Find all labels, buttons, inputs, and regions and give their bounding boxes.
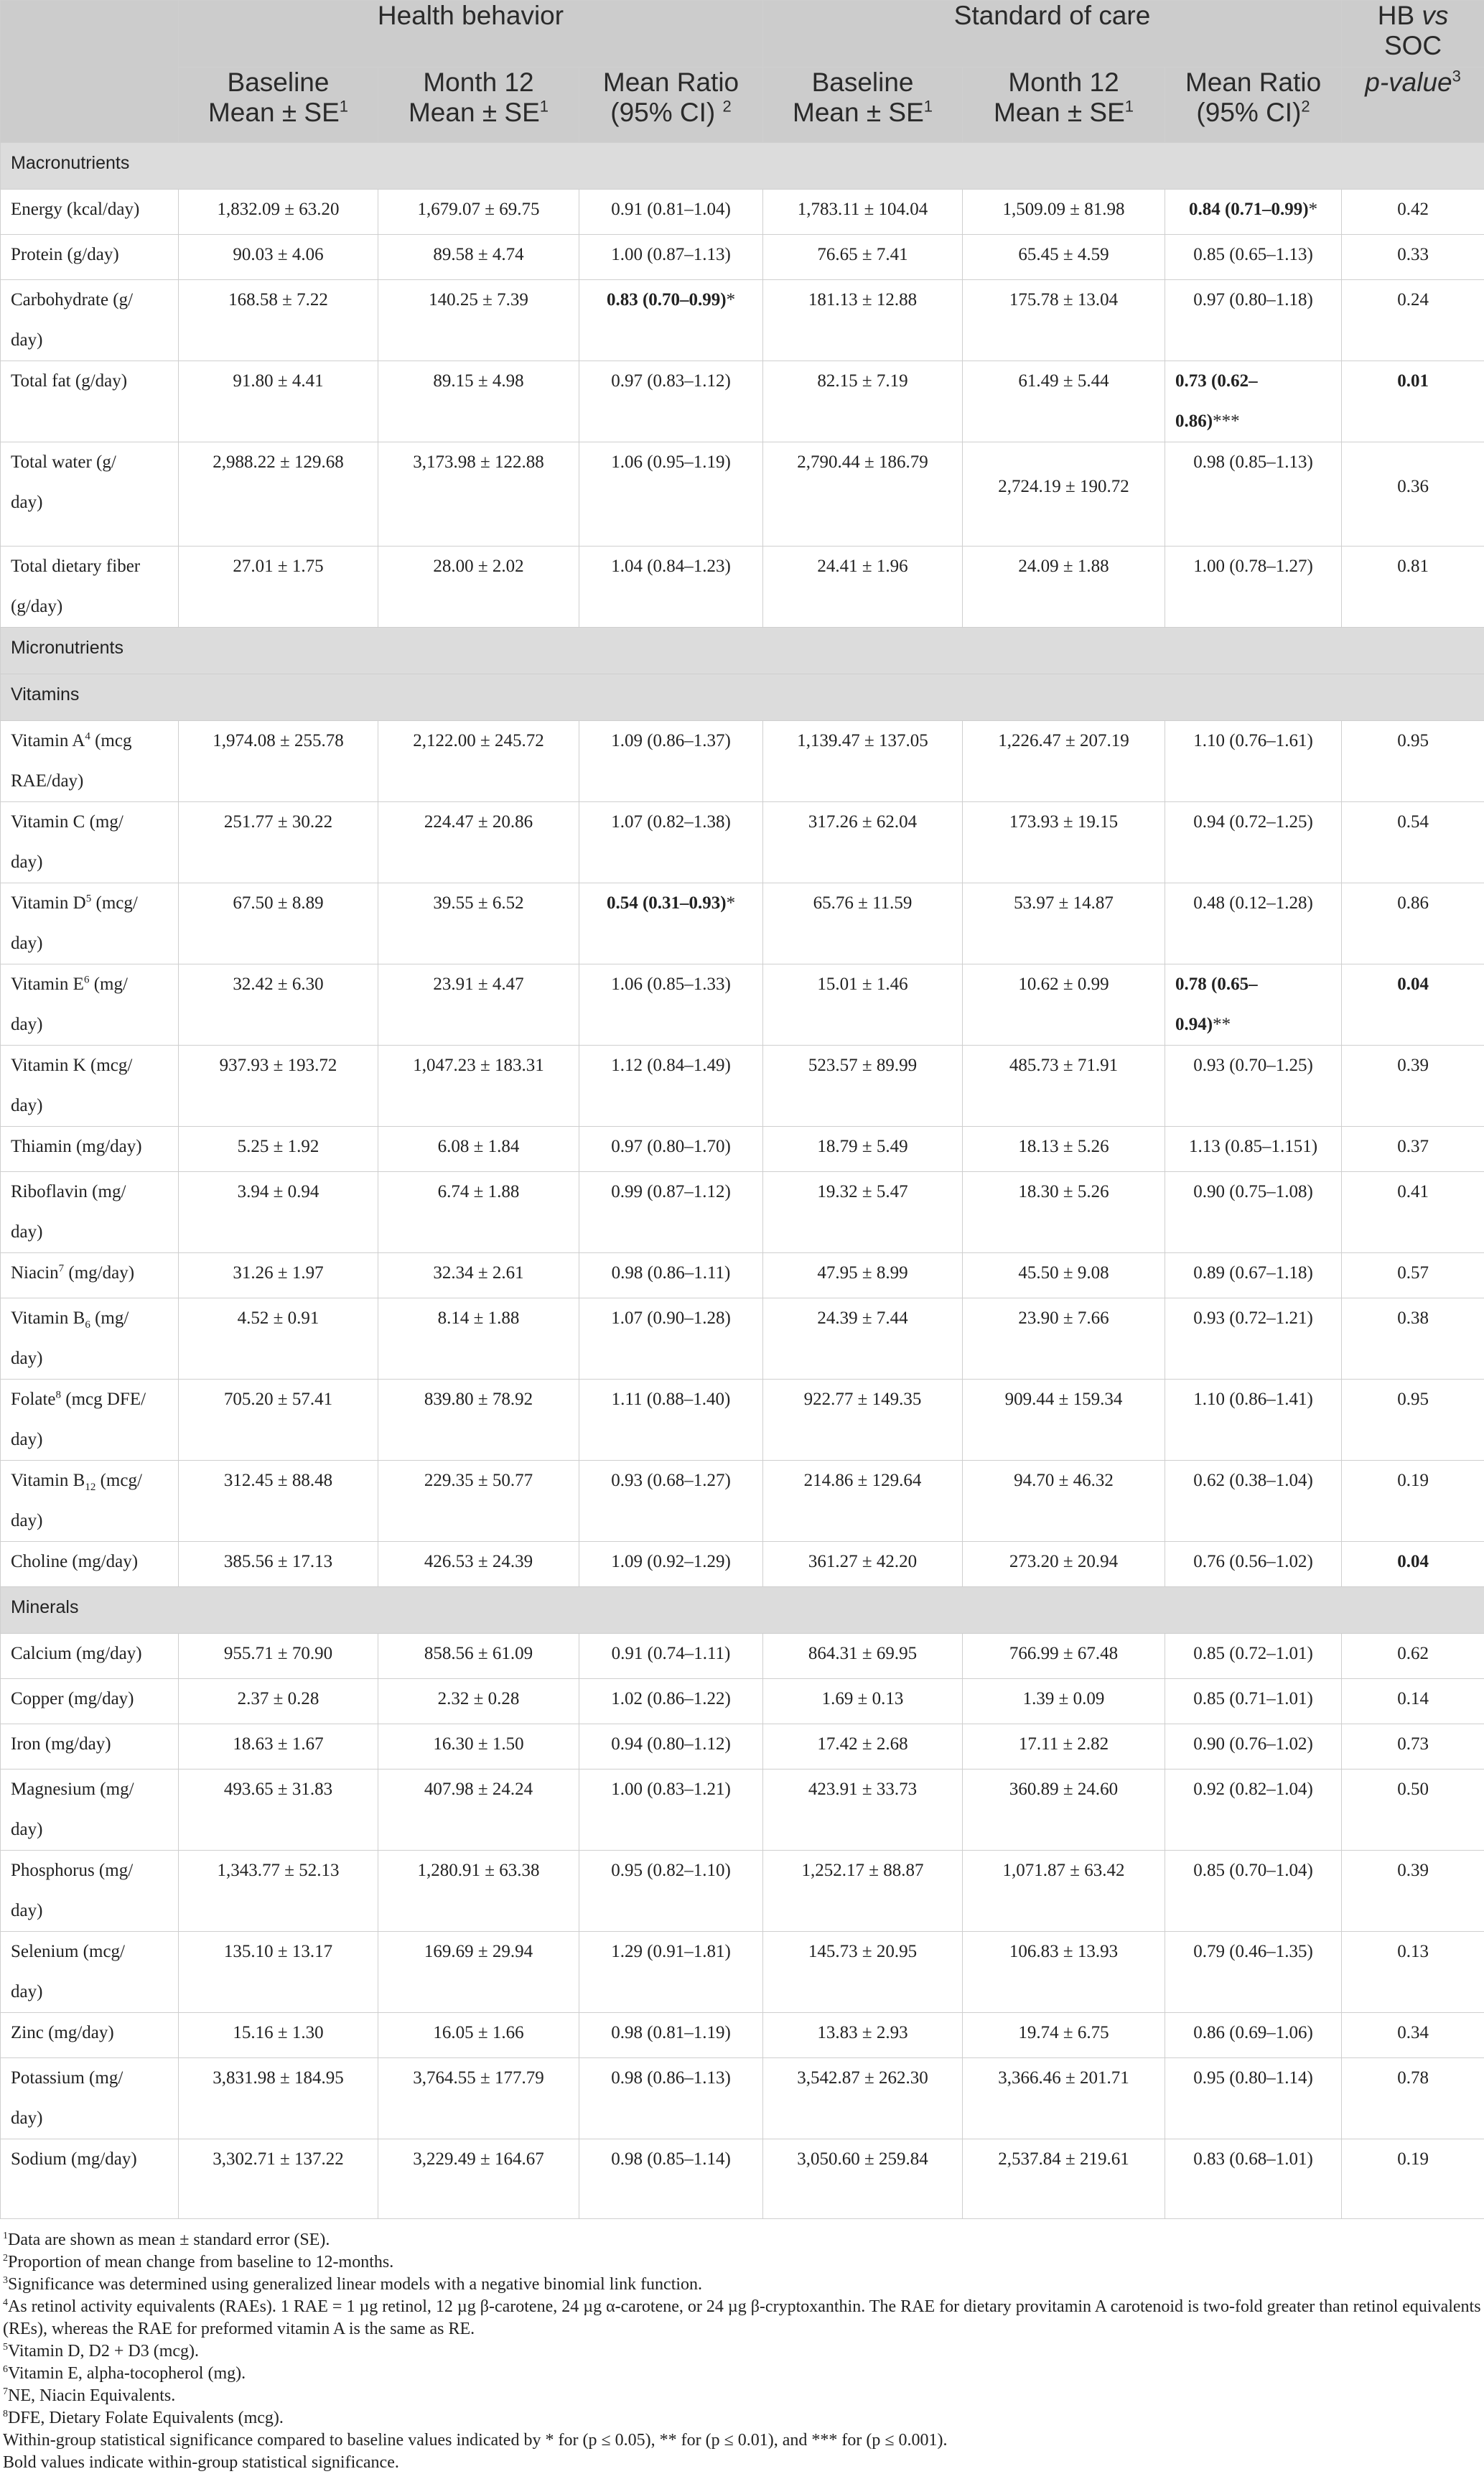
cell-p-value: 0.42 (1342, 190, 1484, 235)
table-row (1, 1298, 1484, 1380)
cell-p-value: 0.39 (1342, 1046, 1484, 1127)
cell-soc-month12: 106.83 ± 13.93 (963, 1932, 1165, 2013)
cell-soc-ratio: 0.85 (0.70–1.04) (1165, 1851, 1342, 1932)
cell-p-value: 0.41 (1342, 1172, 1484, 1253)
cell-soc-ratio: 0.97 (0.80–1.18) (1165, 280, 1342, 361)
cell-soc-ratio: 0.83 (0.68–1.01) (1165, 2139, 1342, 2219)
cell-hb-ratio: 1.12 (0.84–1.49) (579, 1046, 763, 1127)
row-label: Copper (mg/day) (1, 1679, 179, 1724)
table-row (1, 802, 1484, 883)
cell-hb-baseline: 2.37 ± 0.28 (179, 1679, 378, 1724)
cell-hb-ratio: 1.07 (0.82–1.38) (579, 802, 763, 883)
significance-marker: * (727, 893, 736, 913)
cell-soc-ratio: 0.85 (0.72–1.01) (1165, 1634, 1342, 1679)
cell-soc-month12: 53.97 ± 14.87 (963, 883, 1165, 964)
cell-p-value: 0.86 (1342, 883, 1484, 964)
cell-p-value: 0.37 (1342, 1127, 1484, 1172)
cell-hb-baseline: 2,988.22 ± 129.68 (179, 442, 378, 547)
cell-hb-baseline: 251.77 ± 30.22 (179, 802, 378, 883)
row-label: Thiamin (mg/day) (1, 1127, 179, 1172)
cell-hb-month12: 858.56 ± 61.09 (378, 1634, 579, 1679)
cell-hb-ratio: 0.95 (0.82–1.10) (579, 1851, 763, 1932)
header-blank-cell (1, 1, 179, 143)
table-row (1, 1851, 1484, 1932)
header-health-behavior: Health behavior (179, 1, 763, 68)
cell-p-value: 0.39 (1342, 1851, 1484, 1932)
cell-soc-month12: 485.73 ± 71.91 (963, 1046, 1165, 1127)
cell-soc-ratio: 0.89 (0.67–1.18) (1165, 1253, 1342, 1298)
cell-hb-ratio: 0.93 (0.68–1.27) (579, 1461, 763, 1542)
table-row (1, 2058, 1484, 2139)
row-label: Vitamin $D^5$ (mcg/ day) (1, 883, 179, 964)
cell-p-value: 0.50 (1342, 1770, 1484, 1851)
footnote: $^3$Significance was determined using generalized linear models with a negative binomial link function. (3, 2274, 1481, 2296)
cell-hb-month12: 1,679.07 ± 69.75 (378, 190, 579, 235)
cell-hb-month12: 16.05 ± 1.66 (378, 2013, 579, 2058)
cell-hb-ratio: 1.11 (0.88–1.40) (579, 1380, 763, 1461)
header-hb-mean-ratio: Mean Ratio (95% CI) $^2$ (579, 68, 763, 143)
cell-hb-ratio: 0.98 (0.81–1.19) (579, 2013, 763, 2058)
cell-soc-month12: 909.44 ± 159.34 (963, 1380, 1165, 1461)
cell-soc-baseline: 19.32 ± 5.47 (763, 1172, 963, 1253)
significance-marker: ** (1213, 1015, 1231, 1034)
cell-soc-ratio: 0.92 (0.82–1.04) (1165, 1770, 1342, 1851)
table-row (1, 1542, 1484, 1587)
cell-hb-baseline: 493.65 ± 31.83 (179, 1770, 378, 1851)
cell-soc-baseline: 82.15 ± 7.19 (763, 361, 963, 442)
cell-soc-baseline: 361.27 ± 42.20 (763, 1542, 963, 1587)
cell-hb-baseline: 1,832.09 ± 63.20 (179, 190, 378, 235)
significant-value-cont: 0.94) (1175, 1015, 1213, 1034)
row-label: Selenium (mcg/ day) (1, 1932, 179, 2013)
header-soc-baseline: Baseline Mean ± $SE^1$ (763, 68, 963, 143)
table-row (1, 2013, 1484, 2058)
table-row (1, 361, 1484, 442)
table-row (1, 190, 1484, 235)
cell-hb-ratio: 0.99 (0.87–1.12) (579, 1172, 763, 1253)
cell-soc-baseline: 3,542.87 ± 262.30 (763, 2058, 963, 2139)
cell-soc-month12: 18.30 ± 5.26 (963, 1172, 1165, 1253)
table-row (1, 1461, 1484, 1542)
table-row (1, 1380, 1484, 1461)
cell-soc-ratio: 1.10 (0.86–1.41) (1165, 1380, 1342, 1461)
significant-value: 0.84 (0.71–0.99) (1189, 200, 1309, 219)
cell-soc-baseline: 3,050.60 ± 259.84 (763, 2139, 963, 2219)
cell-hb-month12: 89.15 ± 4.98 (378, 361, 579, 442)
cell-p-value: 0.62 (1342, 1634, 1484, 1679)
footnote: $^1$Data are shown as mean ± standard error (SE). (3, 2229, 1481, 2251)
cell-hb-ratio: 1.02 (0.86–1.22) (579, 1679, 763, 1724)
row-label: Vitamin $B_6$ (mg/ day) (1, 1298, 179, 1380)
cell-soc-baseline: 24.41 ± 1.96 (763, 547, 963, 628)
header-row-columns (1, 68, 1484, 143)
cell-hb-ratio: 1.09 (0.86–1.37) (579, 721, 763, 802)
cell-p-value: 0.34 (1342, 2013, 1484, 2058)
cell-hb-ratio (579, 883, 763, 964)
row-label: Vitamin $A^4$ (mcg RAE/day) (1, 721, 179, 802)
cell-soc-ratio: 0.48 (0.12–1.28) (1165, 883, 1342, 964)
cell-soc-baseline: 15.01 ± 1.46 (763, 964, 963, 1046)
cell-hb-month12: 3,229.49 ± 164.67 (378, 2139, 579, 2219)
row-label: Folate$^8$ (mcg DFE/ day) (1, 1380, 179, 1461)
cell-hb-ratio: 1.04 (0.84–1.23) (579, 547, 763, 628)
section-label: Micronutrients (1, 628, 1484, 674)
cell-soc-baseline: 317.26 ± 62.04 (763, 802, 963, 883)
cell-soc-month12: 17.11 ± 2.82 (963, 1724, 1165, 1770)
cell-p-value: 0.33 (1342, 235, 1484, 280)
footnotes (0, 2219, 1484, 2474)
cell-p-value: 0.19 (1342, 2139, 1484, 2219)
row-label: Zinc (mg/day) (1, 2013, 179, 2058)
cell-soc-ratio: 0.90 (0.76–1.02) (1165, 1724, 1342, 1770)
cell-soc-baseline: 13.83 ± 2.93 (763, 2013, 963, 2058)
cell-hb-baseline: 27.01 ± 1.75 (179, 547, 378, 628)
cell-soc-baseline: 47.95 ± 8.99 (763, 1253, 963, 1298)
cell-hb-month12: 6.74 ± 1.88 (378, 1172, 579, 1253)
cell-soc-baseline: 181.13 ± 12.88 (763, 280, 963, 361)
row-label: Riboflavin (mg/ day) (1, 1172, 179, 1253)
cell-hb-month12: 3,173.98 ± 122.88 (378, 442, 579, 547)
footnote-significance: Within-group statistical significance compared to baseline values indicated by * for (p ≤ 0.05), ** for (p ≤ 0.01), and *** for (p ≤ 0.001). (3, 2429, 1481, 2452)
cell-hb-baseline: 385.56 ± 17.13 (179, 1542, 378, 1587)
cell-hb-baseline: 90.03 ± 4.06 (179, 235, 378, 280)
cell-soc-ratio (1165, 361, 1342, 442)
row-label: Total fat (g/day) (1, 361, 179, 442)
cell-hb-baseline: 67.50 ± 8.89 (179, 883, 378, 964)
cell-soc-ratio: 0.95 (0.80–1.14) (1165, 2058, 1342, 2139)
cell-soc-baseline: 1.69 ± 0.13 (763, 1679, 963, 1724)
cell-p-value: 0.01 (1342, 361, 1484, 442)
cell-hb-ratio: 1.00 (0.83–1.21) (579, 1770, 763, 1851)
cell-soc-ratio: 0.93 (0.72–1.21) (1165, 1298, 1342, 1380)
cell-hb-month12: 23.91 ± 4.47 (378, 964, 579, 1046)
cell-p-value: 0.36 (1342, 442, 1484, 547)
row-label: Choline (mg/day) (1, 1542, 179, 1587)
cell-hb-ratio: 0.91 (0.81–1.04) (579, 190, 763, 235)
cell-hb-ratio: 0.98 (0.86–1.11) (579, 1253, 763, 1298)
cell-soc-month12: 1.39 ± 0.09 (963, 1679, 1165, 1724)
cell-hb-baseline: 18.63 ± 1.67 (179, 1724, 378, 1770)
section-macronutrients (1, 143, 1484, 190)
cell-soc-month12: 45.50 ± 9.08 (963, 1253, 1165, 1298)
cell-p-value: 0.24 (1342, 280, 1484, 361)
cell-hb-month12: 1,280.91 ± 63.38 (378, 1851, 579, 1932)
row-label: Total dietary fiber (g/day) (1, 547, 179, 628)
cell-hb-ratio: 0.97 (0.83–1.12) (579, 361, 763, 442)
cell-soc-ratio: 0.86 (0.69–1.06) (1165, 2013, 1342, 2058)
table-row (1, 1770, 1484, 1851)
footnote: $^6$Vitamin E, alpha-tocopherol (mg). (3, 2363, 1481, 2385)
cell-soc-baseline: 76.65 ± 7.41 (763, 235, 963, 280)
cell-hb-month12: 32.34 ± 2.61 (378, 1253, 579, 1298)
cell-soc-ratio: 0.62 (0.38–1.04) (1165, 1461, 1342, 1542)
header-soc-mean-ratio: Mean Ratio (95% CI)$^2$ (1165, 68, 1342, 143)
cell-hb-ratio: 0.91 (0.74–1.11) (579, 1634, 763, 1679)
cell-soc-ratio: 0.76 (0.56–1.02) (1165, 1542, 1342, 1587)
cell-soc-baseline: 17.42 ± 2.68 (763, 1724, 963, 1770)
table-row (1, 1634, 1484, 1679)
cell-hb-ratio: 1.06 (0.95–1.19) (579, 442, 763, 547)
table-row (1, 1046, 1484, 1127)
cell-soc-baseline: 1,252.17 ± 88.87 (763, 1851, 963, 1932)
cell-soc-ratio: 1.10 (0.76–1.61) (1165, 721, 1342, 802)
section-vitamins (1, 674, 1484, 721)
row-label: Sodium (mg/day) (1, 2139, 179, 2219)
header-p-value: p-value$^3$ (1342, 68, 1484, 143)
row-label: Vitamin K (mcg/ day) (1, 1046, 179, 1127)
significance-marker: *** (1213, 411, 1240, 431)
section-micronutrients (1, 628, 1484, 674)
table-row (1, 883, 1484, 964)
cell-hb-month12: 39.55 ± 6.52 (378, 883, 579, 964)
cell-soc-ratio: 0.79 (0.46–1.35) (1165, 1932, 1342, 2013)
cell-hb-baseline: 937.93 ± 193.72 (179, 1046, 378, 1127)
cell-hb-baseline: 31.26 ± 1.97 (179, 1253, 378, 1298)
footnote-bold: Bold values indicate within-group statistical significance. (3, 2452, 1481, 2474)
cell-soc-month12: 1,509.09 ± 81.98 (963, 190, 1165, 235)
cell-hb-month12: 2,122.00 ± 245.72 (378, 721, 579, 802)
cell-p-value: 0.14 (1342, 1679, 1484, 1724)
cell-soc-ratio: 0.94 (0.72–1.25) (1165, 802, 1342, 883)
row-label: Protein (g/day) (1, 235, 179, 280)
cell-soc-baseline: 18.79 ± 5.49 (763, 1127, 963, 1172)
row-label: Vitamin $E^6$ (mg/ day) (1, 964, 179, 1046)
table-row (1, 964, 1484, 1046)
cell-soc-ratio: 1.00 (0.78–1.27) (1165, 547, 1342, 628)
cell-hb-ratio: 0.94 (0.80–1.12) (579, 1724, 763, 1770)
table-row (1, 1932, 1484, 2013)
cell-hb-baseline: 91.80 ± 4.41 (179, 361, 378, 442)
cell-hb-month12: 224.47 ± 20.86 (378, 802, 579, 883)
header-hb-vs-soc (1342, 1, 1484, 68)
cell-soc-month12: 19.74 ± 6.75 (963, 2013, 1165, 2058)
row-label: Niacin$^7$ (mg/day) (1, 1253, 179, 1298)
cell-soc-ratio: 0.98 (0.85–1.13) (1165, 442, 1342, 547)
cell-hb-baseline: 1,343.77 ± 52.13 (179, 1851, 378, 1932)
cell-hb-month12: 8.14 ± 1.88 (378, 1298, 579, 1380)
footnote: $^5$Vitamin D, D2 + D3 (mcg). (3, 2340, 1481, 2363)
row-label: Potassium (mg/ day) (1, 2058, 179, 2139)
cell-soc-baseline: 523.57 ± 89.99 (763, 1046, 963, 1127)
cell-soc-ratio (1165, 964, 1342, 1046)
cell-soc-baseline: 864.31 ± 69.95 (763, 1634, 963, 1679)
cell-hb-baseline: 1,974.08 ± 255.78 (179, 721, 378, 802)
cell-soc-ratio (1165, 190, 1342, 235)
cell-soc-baseline: 1,783.11 ± 104.04 (763, 190, 963, 235)
header-row-groups (1, 1, 1484, 68)
row-label: Total water (g/ day) (1, 442, 179, 547)
cell-hb-month12: 28.00 ± 2.02 (378, 547, 579, 628)
cell-hb-baseline: 4.52 ± 0.91 (179, 1298, 378, 1380)
cell-hb-ratio: 0.98 (0.85–1.14) (579, 2139, 763, 2219)
cell-soc-month12: 23.90 ± 7.66 (963, 1298, 1165, 1380)
cell-hb-ratio (579, 280, 763, 361)
cell-soc-month12: 1,226.47 ± 207.19 (963, 721, 1165, 802)
cell-hb-month12: 16.30 ± 1.50 (378, 1724, 579, 1770)
table-row (1, 1127, 1484, 1172)
cell-soc-month12: 61.49 ± 5.44 (963, 361, 1165, 442)
table-row (1, 1172, 1484, 1253)
hb-vs-soc-label: HB vs SOC (1378, 1, 1449, 60)
header-hb-month12: Month 12 Mean ± $SE^1$ (378, 68, 579, 143)
section-minerals (1, 1587, 1484, 1634)
cell-hb-baseline: 3.94 ± 0.94 (179, 1172, 378, 1253)
cell-p-value: 0.73 (1342, 1724, 1484, 1770)
significant-value: 0.78 (0.65– (1175, 975, 1258, 994)
cell-soc-month12: 175.78 ± 13.04 (963, 280, 1165, 361)
cell-hb-baseline: 312.45 ± 88.48 (179, 1461, 378, 1542)
cell-soc-month12: 65.45 ± 4.59 (963, 235, 1165, 280)
table-row (1, 1724, 1484, 1770)
cell-hb-baseline: 135.10 ± 13.17 (179, 1932, 378, 2013)
cell-soc-baseline: 1,139.47 ± 137.05 (763, 721, 963, 802)
cell-p-value: 0.04 (1342, 1542, 1484, 1587)
cell-hb-month12: 6.08 ± 1.84 (378, 1127, 579, 1172)
cell-hb-baseline: 3,831.98 ± 184.95 (179, 2058, 378, 2139)
significance-marker: * (727, 290, 736, 310)
cell-p-value: 0.38 (1342, 1298, 1484, 1380)
cell-soc-month12: 10.62 ± 0.99 (963, 964, 1165, 1046)
section-label: Minerals (1, 1587, 1484, 1634)
cell-soc-month12: 18.13 ± 5.26 (963, 1127, 1165, 1172)
cell-hb-month12: 3,764.55 ± 177.79 (378, 2058, 579, 2139)
header-hb-baseline: Baseline Mean ± $SE^1$ (179, 68, 378, 143)
row-label: Iron (mg/day) (1, 1724, 179, 1770)
cell-soc-ratio: 0.85 (0.65–1.13) (1165, 235, 1342, 280)
cell-p-value: 0.13 (1342, 1932, 1484, 2013)
row-label: Calcium (mg/day) (1, 1634, 179, 1679)
cell-soc-month12: 360.89 ± 24.60 (963, 1770, 1165, 1851)
cell-soc-baseline: 65.76 ± 11.59 (763, 883, 963, 964)
cell-p-value: 0.54 (1342, 802, 1484, 883)
cell-hb-baseline: 3,302.71 ± 137.22 (179, 2139, 378, 2219)
cell-hb-baseline: 5.25 ± 1.92 (179, 1127, 378, 1172)
cell-soc-ratio: 0.90 (0.75–1.08) (1165, 1172, 1342, 1253)
cell-hb-month12: 229.35 ± 50.77 (378, 1461, 579, 1542)
cell-hb-month12: 169.69 ± 29.94 (378, 1932, 579, 2013)
cell-hb-ratio: 0.98 (0.86–1.13) (579, 2058, 763, 2139)
table-row (1, 1679, 1484, 1724)
cell-hb-ratio: 1.29 (0.91–1.81) (579, 1932, 763, 2013)
cell-hb-ratio: 1.00 (0.87–1.13) (579, 235, 763, 280)
cell-soc-baseline: 214.86 ± 129.64 (763, 1461, 963, 1542)
cell-hb-month12: 2.32 ± 0.28 (378, 1679, 579, 1724)
cell-hb-baseline: 32.42 ± 6.30 (179, 964, 378, 1046)
cell-hb-ratio: 1.07 (0.90–1.28) (579, 1298, 763, 1380)
cell-soc-baseline: 922.77 ± 149.35 (763, 1380, 963, 1461)
cell-soc-month12: 1,071.87 ± 63.42 (963, 1851, 1165, 1932)
cell-hb-month12: 140.25 ± 7.39 (378, 280, 579, 361)
cell-p-value: 0.78 (1342, 2058, 1484, 2139)
cell-hb-month12: 89.58 ± 4.74 (378, 235, 579, 280)
table-row (1, 2139, 1484, 2219)
cell-hb-month12: 839.80 ± 78.92 (378, 1380, 579, 1461)
cell-hb-baseline: 168.58 ± 7.22 (179, 280, 378, 361)
cell-p-value: 0.95 (1342, 1380, 1484, 1461)
section-label: Macronutrients (1, 143, 1484, 190)
cell-soc-baseline: 423.91 ± 33.73 (763, 1770, 963, 1851)
row-label: Carbohydrate (g/ day) (1, 280, 179, 361)
cell-soc-ratio: 1.13 (0.85–1.151) (1165, 1127, 1342, 1172)
cell-soc-month12: 3,366.46 ± 201.71 (963, 2058, 1165, 2139)
row-label: Energy (kcal/day) (1, 190, 179, 235)
cell-p-value: 0.81 (1342, 547, 1484, 628)
cell-hb-ratio: 0.97 (0.80–1.70) (579, 1127, 763, 1172)
significant-value-cont: 0.86) (1175, 411, 1213, 431)
cell-p-value: 0.19 (1342, 1461, 1484, 1542)
header-soc-month12: Month 12 Mean ± $SE^1$ (963, 68, 1165, 143)
cell-soc-month12: 24.09 ± 1.88 (963, 547, 1165, 628)
header-standard-of-care: Standard of care (763, 1, 1342, 68)
cell-soc-month12: 273.20 ± 20.94 (963, 1542, 1165, 1587)
cell-soc-baseline: 24.39 ± 7.44 (763, 1298, 963, 1380)
cell-hb-month12: 407.98 ± 24.24 (378, 1770, 579, 1851)
significant-value: 0.83 (0.70–0.99) (607, 290, 727, 310)
footnote: $^4$As retinol activity equivalents (RAEs). 1 RAE = 1 µg retinol, 12 µg β-carotene, 24 µg α-carotene, or 24 µg β-cryptoxanthin. The RAE for dietary provitamin A carotenoid is two-fold greater than retinol equivalents (REs), whereas the RAE for preformed vitamin A is the same as RE. (3, 2296, 1481, 2340)
table-row (1, 547, 1484, 628)
cell-soc-ratio: 0.85 (0.71–1.01) (1165, 1679, 1342, 1724)
significant-value: 0.54 (0.31–0.93) (607, 893, 727, 913)
cell-soc-baseline: 145.73 ± 20.95 (763, 1932, 963, 2013)
cell-hb-month12: 1,047.23 ± 183.31 (378, 1046, 579, 1127)
cell-soc-month12: 173.93 ± 19.15 (963, 802, 1165, 883)
cell-soc-month12: 2,724.19 ± 190.72 (963, 442, 1165, 547)
cell-p-value: 0.95 (1342, 721, 1484, 802)
row-label: Phosphorus (mg/ day) (1, 1851, 179, 1932)
section-label: Vitamins (1, 674, 1484, 721)
footnote: $^8$DFE, Dietary Folate Equivalents (mcg). (3, 2407, 1481, 2429)
row-label: Vitamin C (mg/ day) (1, 802, 179, 883)
table-row (1, 442, 1484, 547)
cell-hb-month12: 426.53 ± 24.39 (378, 1542, 579, 1587)
cell-soc-baseline: 2,790.44 ± 186.79 (763, 442, 963, 547)
cell-hb-ratio: 1.06 (0.85–1.33) (579, 964, 763, 1046)
table-row (1, 235, 1484, 280)
cell-hb-baseline: 955.71 ± 70.90 (179, 1634, 378, 1679)
cell-soc-month12: 2,537.84 ± 219.61 (963, 2139, 1165, 2219)
cell-soc-month12: 94.70 ± 46.32 (963, 1461, 1165, 1542)
row-label: Vitamin $B_{12}$ (mcg/ day) (1, 1461, 179, 1542)
cell-soc-month12: 766.99 ± 67.48 (963, 1634, 1165, 1679)
table-row (1, 1253, 1484, 1298)
footnote: $^7$NE, Niacin Equivalents. (3, 2385, 1481, 2407)
footnote: $^2$Proportion of mean change from baseline to 12-months. (3, 2251, 1481, 2274)
cell-p-value: 0.57 (1342, 1253, 1484, 1298)
cell-p-value: 0.04 (1342, 964, 1484, 1046)
cell-hb-baseline: 705.20 ± 57.41 (179, 1380, 378, 1461)
row-label: Magnesium (mg/ day) (1, 1770, 179, 1851)
cell-hb-baseline: 15.16 ± 1.30 (179, 2013, 378, 2058)
cell-hb-ratio: 1.09 (0.92–1.29) (579, 1542, 763, 1587)
cell-soc-ratio: 0.93 (0.70–1.25) (1165, 1046, 1342, 1127)
significance-marker: * (1309, 200, 1318, 219)
significant-value: 0.73 (0.62– (1175, 371, 1258, 391)
table-row (1, 721, 1484, 802)
table-row (1, 280, 1484, 361)
